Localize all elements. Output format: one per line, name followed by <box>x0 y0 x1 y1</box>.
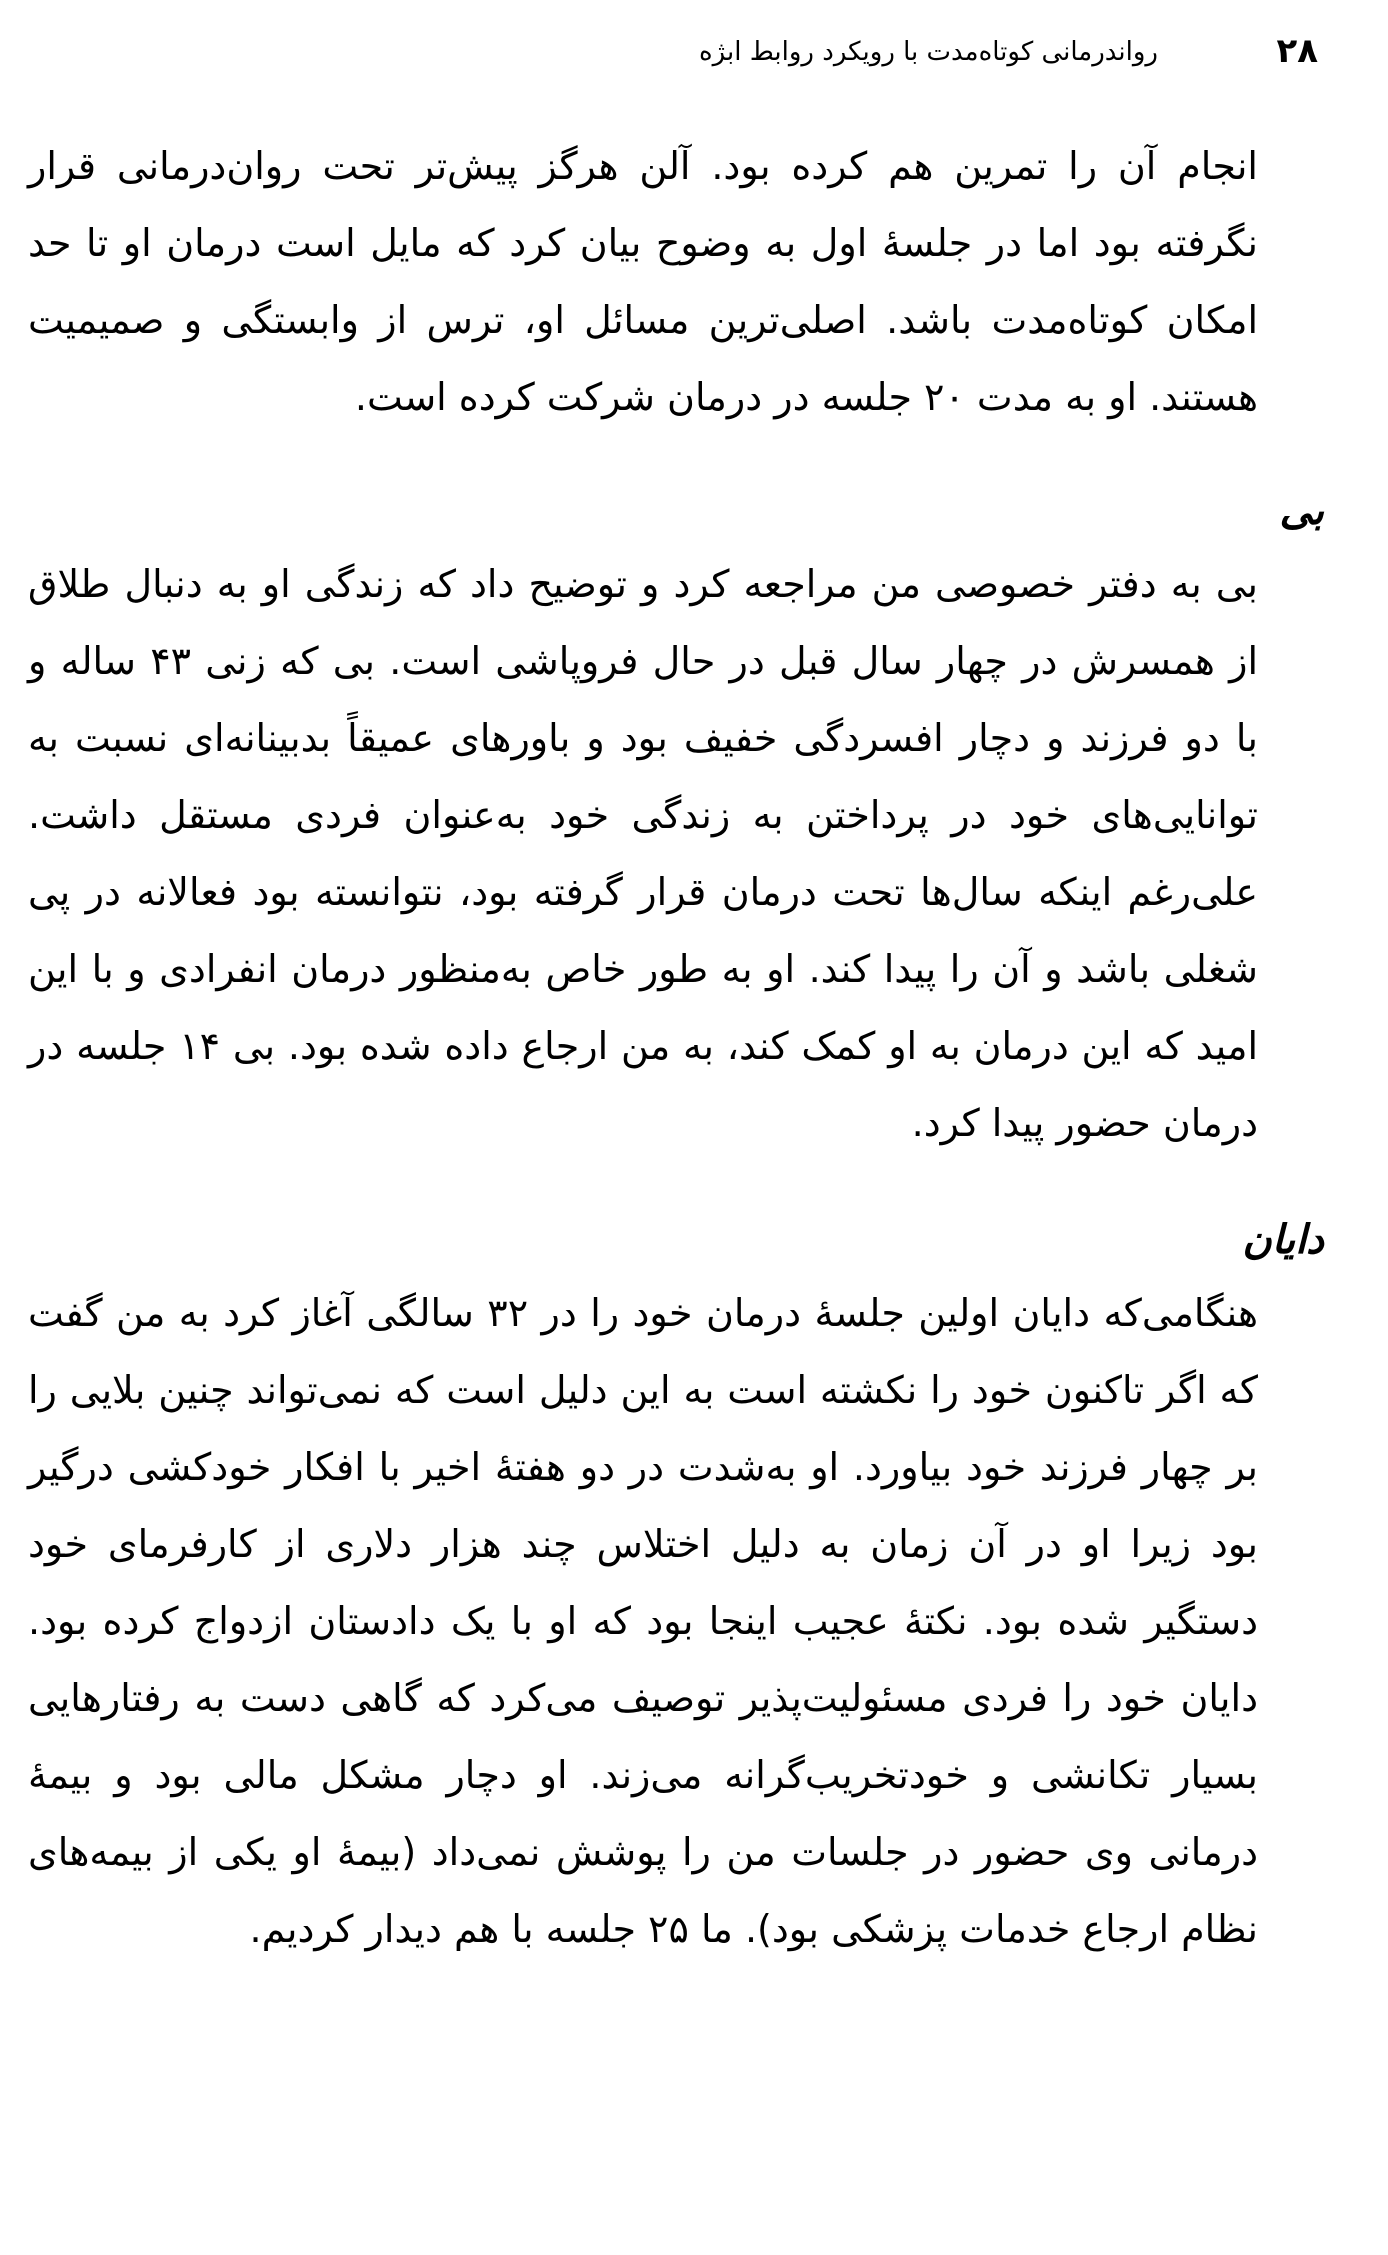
section-paragraph-bee: بی به دفتر خصوصی من مراجعه کرد و توضیح داد که زندگی او به دنبال طلاق از همسرش در چهار سال قبل در حال فروپاشی است. بی که زنی ۴۳ ساله و با دو فرزند و دچار افسردگی خفیف بود و باورهای عمیقاً بدبینانه‌ای نسبت به توانایی‌های خود در پرداختن به زندگی خود به‌عنوان فردی مستقل داشت. علی‌رغم اینکه سال‌ها تحت درمان قرار گرفته بود، نتوانسته بود فعالانه در پی شغلی باشد و آن را پیدا کند. او به طور خاص به‌منظور درمان انفرادی و با این امید که این درمان به او کمک کند، به من ارجاع داده شده بود. بی ۱۴ جلسه در درمان حضور پیدا کرد. <box>28 562 1259 1145</box>
running-title: رواندرمانی کوتاه‌مدت با رویکرد روابط ابژه <box>699 37 1158 67</box>
section-paragraph-diane: هنگامی‌که دایان اولین جلسهٔ درمان خود را در ۳۲ سالگی آغاز کرد به من گفت که اگر تاکنون خود را نکشته است به این دلیل است که نمی‌تواند چنین بلایی را بر چهار فرزند خود بیاورد. او به‌شدت در دو هفتهٔ اخیر با افکار خودکشی درگیر بود زیرا او در آن زمان به دلیل اختلاس چند هزار دلاری از کارفرمای خود دستگیر شده بود. نکتهٔ عجیب اینجا بود که او با یک دادستان ازدواج کرده بود. دایان خود را فردی مسئولیت‌پذیر توصیف می‌کرد که گاهی دست به رفتارهایی بسیار تکانشی و خودتخریب‌گرانه می‌زند. او دچار مشکل مالی بود و بیمهٔ درمانی وی حضور در جلسات من را پوشش نمی‌داد (بیمهٔ او یکی از بیمه‌های نظام ارجاع خدمات پزشکی بود). ما ۲۵ جلسه با هم دیدار کردیم. <box>28 1291 1258 1951</box>
section-heading-bee: بی <box>1279 488 1324 534</box>
intro-paragraph: انجام آن را تمرین هم کرده بود. آلن هرگز پیش‌تر تحت روان‌درمانی قرار نگرفته بود اما در جلسهٔ اول به وضوح بیان کرد که مایل است درمان او تا حد امکان کوتاه‌مدت باشد. اصلی‌ترین مسائل او، ترس از وابستگی و صمیمیت هستند. او به مدت ۲۰ جلسه در درمان شرکت کرده است. <box>28 144 1258 419</box>
page-number: ۲۸ <box>1276 31 1318 71</box>
section-heading-diane: دایان <box>1242 1217 1324 1263</box>
body-text <box>28 128 1324 1968</box>
running-header <box>0 26 1388 76</box>
